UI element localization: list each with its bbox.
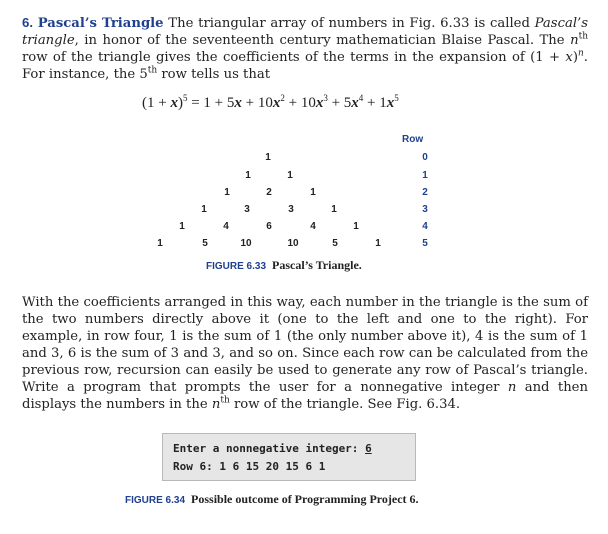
triangle-cell: 1	[353, 221, 359, 232]
project-title: Pascal’s Triangle	[37, 16, 164, 31]
triangle-cell: 5	[202, 238, 208, 249]
triangle-cell: 1	[287, 170, 293, 181]
eq-part: + 10	[241, 95, 273, 111]
triangle-cell: 10	[287, 238, 299, 249]
eq-part: (1 +	[142, 95, 171, 111]
intro-text: )	[572, 50, 578, 65]
row-label: 1	[422, 170, 428, 181]
triangle-cell: 1	[245, 170, 251, 181]
eq-part: )	[177, 95, 183, 111]
figure-label: FIGURE 6.33	[206, 261, 267, 272]
eq-var-x: x	[272, 95, 281, 111]
project-number: 6.	[22, 15, 33, 30]
eq-part: + 10	[284, 95, 316, 111]
body-paragraph	[22, 294, 588, 413]
row-label: 5	[422, 238, 428, 249]
intro-paragraph	[22, 14, 588, 83]
eq-var-x: x	[351, 95, 359, 111]
eq-part: + 1	[363, 95, 387, 111]
body-text: With the coefficients arranged in this way, each number in the triangle is the sum of the two numbers directly above it (one to the left and one to the right). For example, in row four, 1 is the sum of 1 (the only number above it), 4 is the sum of 1 and 3, 6 is the sum of 3 and 3, and so on. Since each row can be calculated from the previous row, recursion can easily be used to generate any row of Pascal’s triangle. Write a program that prompts the user for a nonnegative integer	[22, 295, 588, 395]
triangle-cell: 4	[223, 221, 229, 232]
body-var-n: n	[211, 397, 221, 412]
intro-text: row of the triangle gives the coefficients of the terms in the expansion of (1 +	[22, 50, 566, 65]
row-label: 3	[422, 204, 428, 215]
triangle-cell: 2	[266, 187, 272, 198]
console-prompt: Enter a nonnegative integer:	[173, 442, 366, 455]
figure-caption-text: Pascal’s Triangle.	[272, 258, 362, 272]
intro-var-n: n	[570, 33, 579, 48]
triangle-cell: 1	[224, 187, 230, 198]
figure-6-34-caption	[125, 492, 419, 507]
triangle-cell: 3	[288, 204, 294, 215]
eq-part: + 5	[327, 95, 352, 111]
binomial-equation	[142, 95, 399, 112]
row-header: Row	[402, 134, 424, 145]
intro-text: , in honor of the seventeenth century mathematician Blaise Pascal. The	[74, 33, 571, 48]
figure-caption-text: Possible outcome of Programming Project 6.	[191, 492, 419, 506]
triangle-cell: 3	[244, 204, 250, 215]
triangle-cell: 1	[157, 238, 163, 249]
row-label: 0	[422, 152, 428, 163]
figure-label: FIGURE 6.34	[125, 495, 186, 506]
console-prompt-line	[173, 442, 372, 455]
eq-var-x: x	[234, 95, 242, 111]
eq-exp: 5	[394, 93, 399, 103]
row-label: 4	[422, 221, 428, 232]
console-output-line: Row 6: 1 6 15 20 15 6 1	[173, 460, 326, 473]
triangle-cell: 5	[332, 238, 338, 249]
intro-text: The triangular array of numbers in Fig. 6.33 is called	[163, 16, 535, 31]
figure-6-33-caption	[206, 258, 362, 273]
intro-italic-term: Pascal’s triangle	[22, 16, 588, 48]
triangle-cell: 1	[310, 187, 316, 198]
triangle-cell: 6	[266, 221, 272, 232]
eq-var-x: x	[315, 95, 324, 111]
intro-text: row tells us that	[157, 67, 271, 82]
console-output-box	[162, 433, 416, 481]
eq-exp: 4	[358, 93, 364, 103]
eq-var-x: x	[170, 95, 178, 111]
eq-var-x: x	[386, 95, 395, 111]
eq-exp: 3	[323, 93, 328, 103]
body-text: and then displays the numbers in the	[22, 380, 588, 412]
body-var-n: n	[507, 380, 517, 395]
intro-superscript: th	[578, 31, 588, 42]
row-label: 2	[422, 187, 428, 198]
intro-var-x: x	[565, 50, 573, 65]
triangle-cell: 1	[179, 221, 185, 232]
intro-text: . For instance, the 5	[22, 50, 588, 82]
console-user-input: 6	[365, 442, 372, 455]
intro-superscript: th	[147, 65, 158, 76]
triangle-cell: 1	[331, 204, 337, 215]
body-text: row of the triangle. See Fig. 6.34.	[229, 397, 461, 412]
triangle-cell: 4	[310, 221, 316, 232]
eq-part: = 1 + 5	[187, 95, 235, 111]
triangle-cell: 1	[265, 152, 271, 163]
triangle-cell: 1	[201, 204, 207, 215]
body-superscript: th	[220, 395, 230, 406]
triangle-cell: 10	[240, 238, 252, 249]
eq-exp: 2	[280, 93, 285, 103]
intro-superscript: n	[578, 48, 584, 59]
triangle-cell: 1	[375, 238, 381, 249]
eq-exp: 5	[182, 93, 188, 103]
